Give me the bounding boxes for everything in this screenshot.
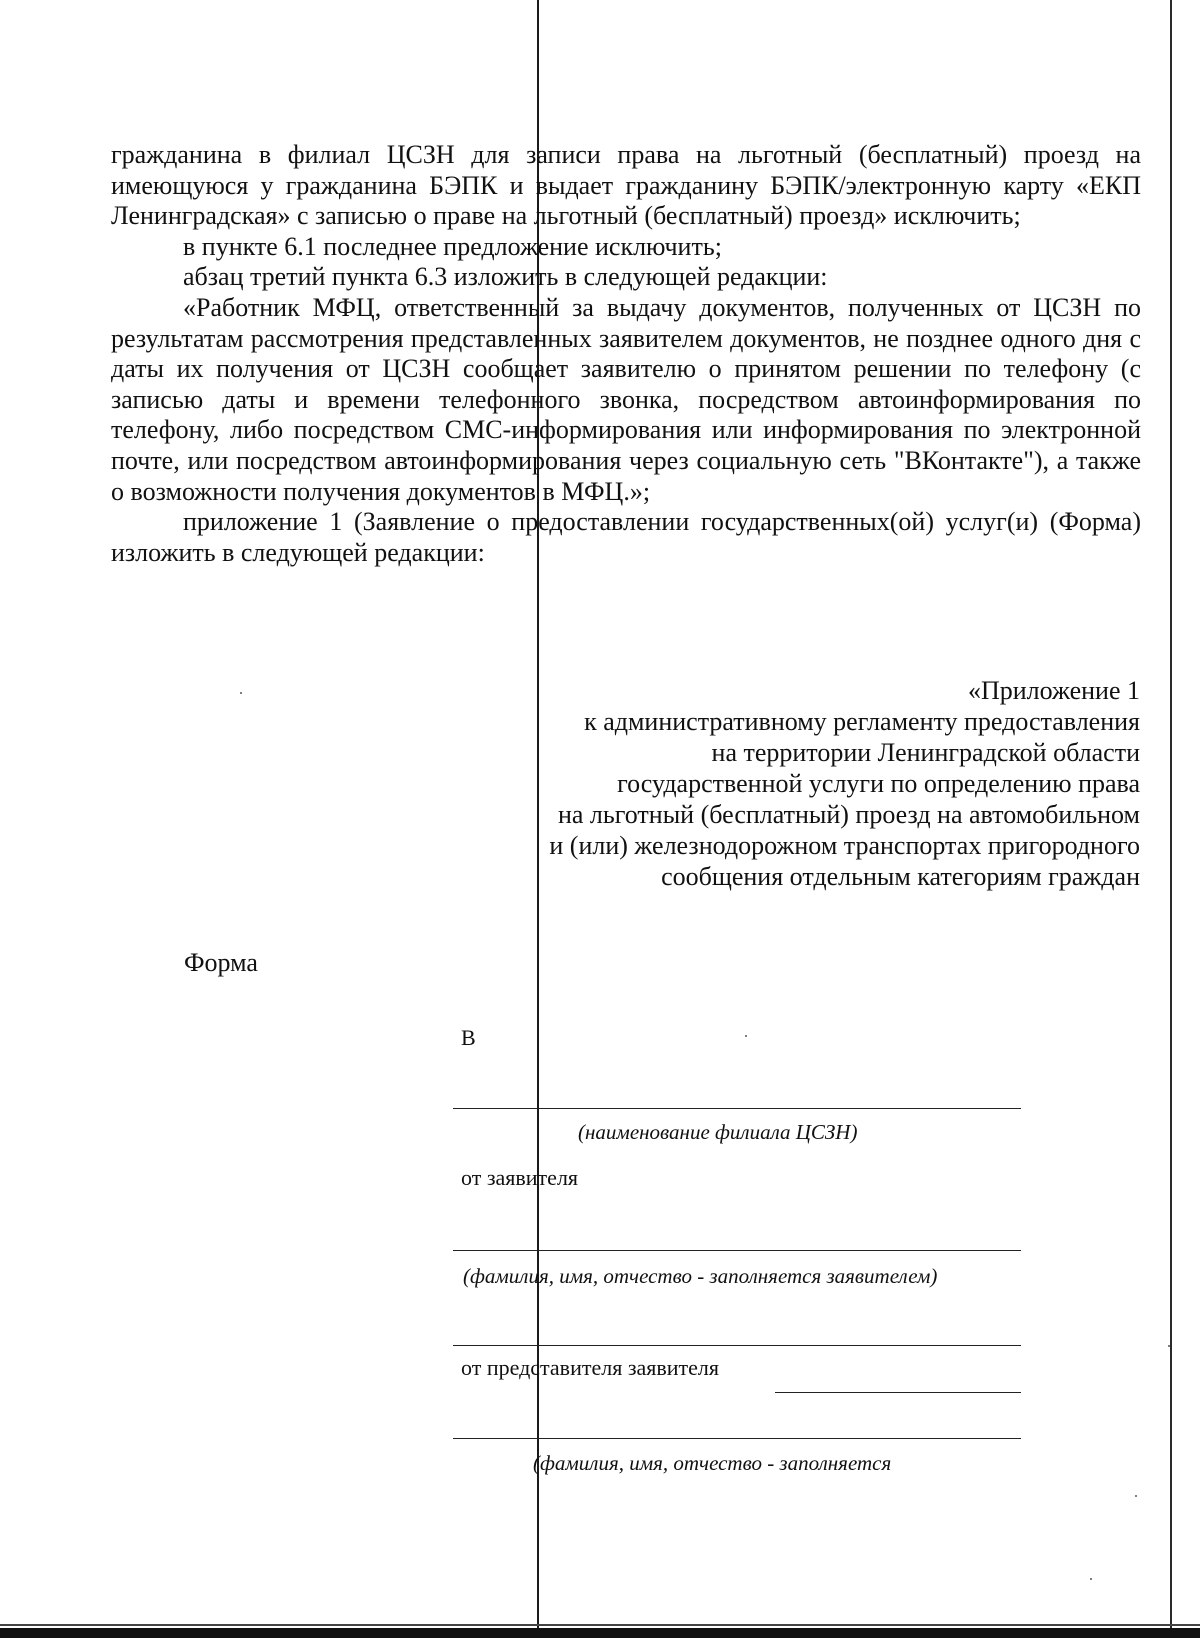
from-representative-label: от представителя заявителя <box>461 1355 720 1380</box>
annex-line-4: государственной услуги по определению права <box>617 769 1140 798</box>
from-applicant-label: от заявителя <box>461 1165 579 1190</box>
branch-name-field-line[interactable] <box>453 1108 1021 1109</box>
annex-line-7: сообщения отдельным категориям граждан <box>661 862 1140 891</box>
scan-speck <box>745 1035 747 1037</box>
applicant-name-field-line-2[interactable] <box>453 1345 1021 1346</box>
representative-name-field-line[interactable] <box>453 1438 1021 1439</box>
annex-header <box>420 675 1140 892</box>
scan-speck <box>1168 1345 1170 1347</box>
scan-speck <box>1090 1578 1092 1580</box>
document-body <box>111 140 1141 568</box>
paragraph-3: абзац третий пункта 6.3 изложить в следующей редакции: <box>183 262 828 292</box>
applicant-name-field-line[interactable] <box>453 1250 1021 1251</box>
applicant-caption: (фамилия, имя, отчество - заполняется заявителем) <box>463 1264 938 1288</box>
annex-line-2: к административному регламенту предоставления <box>584 707 1140 736</box>
scan-speck <box>240 692 242 694</box>
annex-line-5: на льготный (бесплатный) проезд на автомобильном <box>557 800 1140 829</box>
paragraph-2: в пункте 6.1 последнее предложение исключить; <box>183 231 722 261</box>
scan-artifact-bottom-edge <box>0 1628 1200 1638</box>
to-label: В <box>461 1025 476 1050</box>
paragraph-4: «Работник МФЦ, ответственный за выдачу документов, полученных от ЦСЗН по результатам рассмотрения представленных заявителем документов, не позднее одного дня с даты их получения от ЦСЗН сообщает заявителю о принятом решении по телефону (с записью даты и времени телефонного звонка, посредством автоинформирования по телефону, либо посредством СМС-информирования или информирования по электронной почте, или посредством автоинформирования через социальную сеть "ВКонтакте"), а также о возможности получения документов в МФЦ.»; <box>111 292 1141 506</box>
paragraph-5: приложение 1 (Заявление о предоставлении государственных(ой) услуг(и) (Форма) изложить в следующей редакции: <box>111 507 1141 567</box>
scan-speck <box>1135 1495 1137 1497</box>
scan-artifact-bottom-thin-line <box>0 1624 1200 1626</box>
representative-caption: (фамилия, имя, отчество - заполняется <box>533 1451 892 1475</box>
annex-line-6: и (или) железнодорожном транспортах пригородного <box>549 831 1140 860</box>
representative-field-line-short[interactable] <box>775 1392 1021 1393</box>
scan-artifact-right-edge-line <box>1170 0 1172 1638</box>
annex-line-3: на территории Ленинградской области <box>711 738 1140 767</box>
form-title: Форма <box>184 948 258 977</box>
branch-caption: (наименование филиала ЦСЗН) <box>578 1120 858 1144</box>
paragraph-1: гражданина в филиал ЦСЗН для записи права на льготный (бесплатный) проезд на имеющуюся у гражданина БЭПК и выдает гражданину БЭПК/электронную карту «ЕКП Ленинградская» с записью о праве на льготный (бесплатный) проезд» исключить; <box>111 140 1141 231</box>
annex-line-1: «Приложение 1 <box>967 676 1140 705</box>
